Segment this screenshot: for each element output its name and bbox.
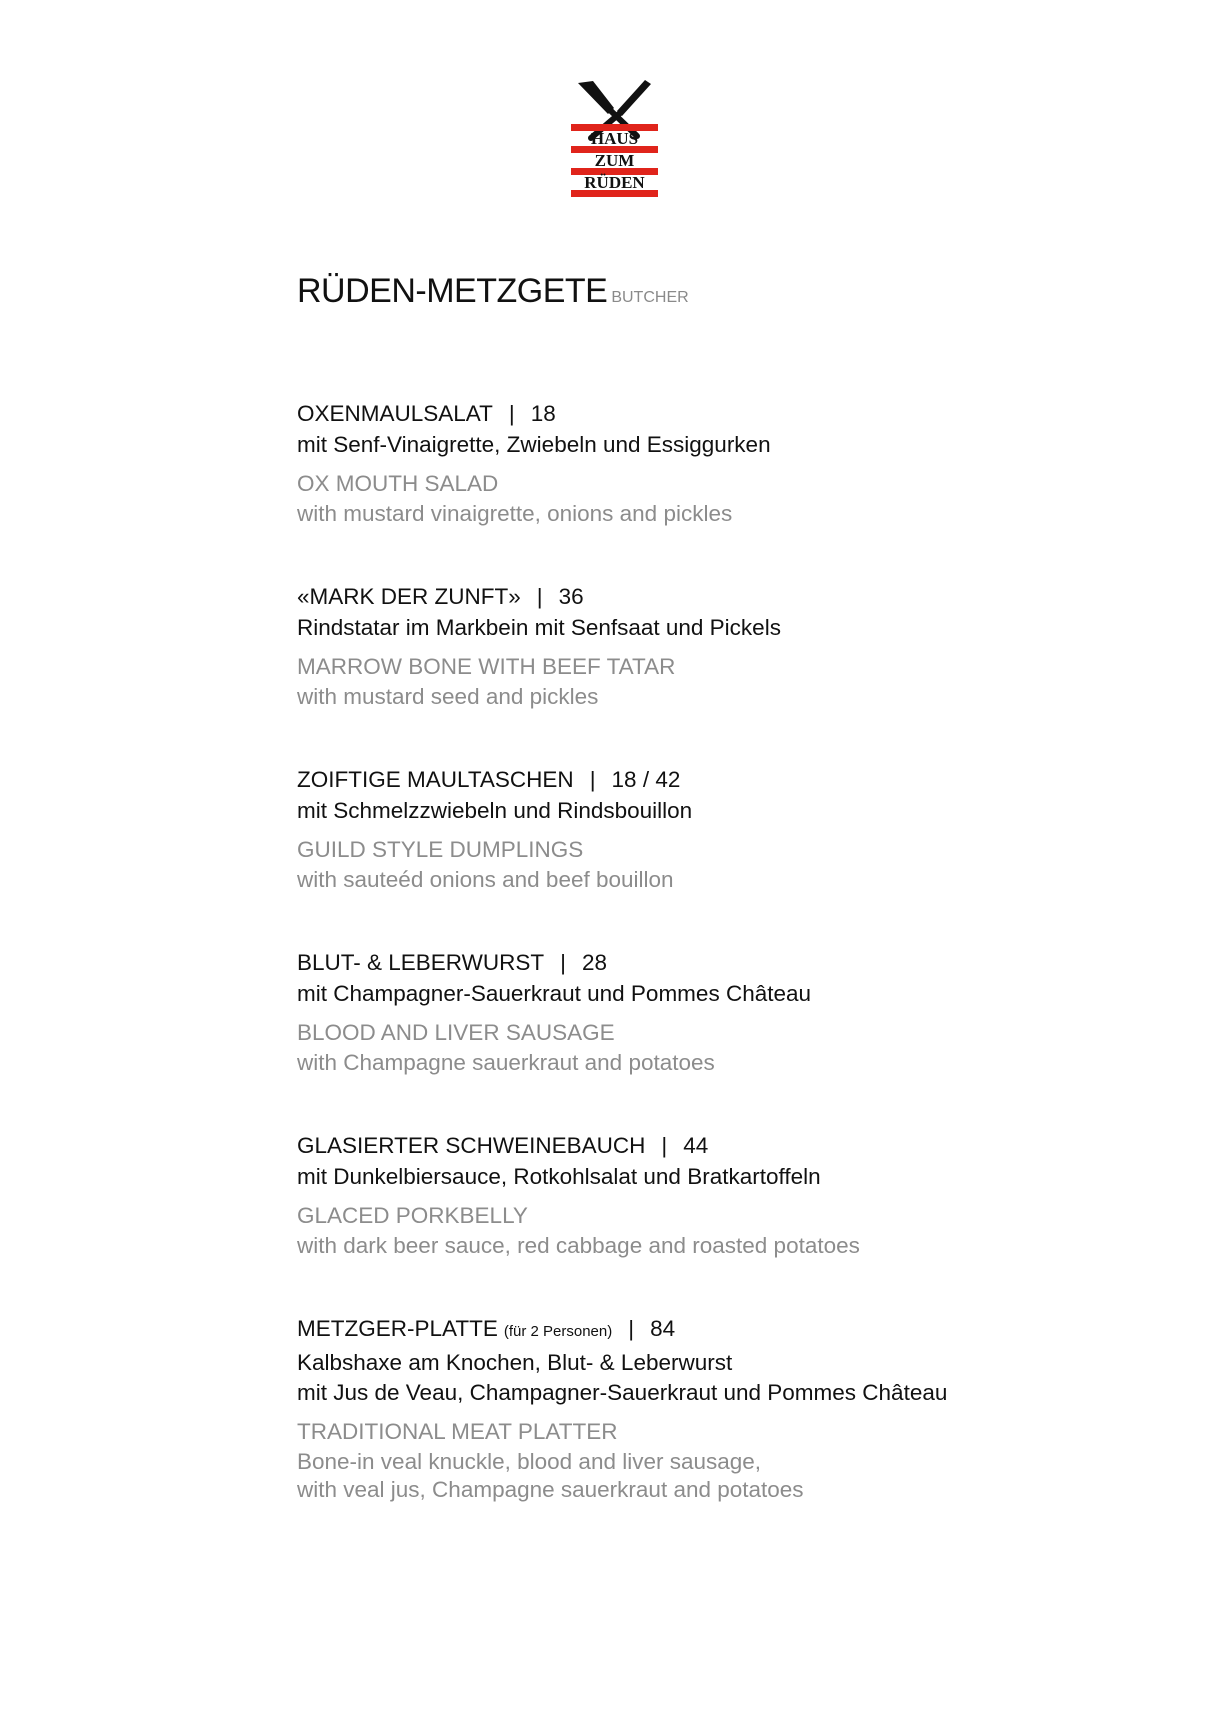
menu-item-description-de-line: mit Senf-Vinaigrette, Zwiebeln und Essiggurken — [297, 432, 771, 457]
menu-item-description-en — [297, 1232, 1177, 1260]
logo-text-line2: ZUM — [594, 151, 635, 170]
logo-text-line3: RÜDEN — [584, 173, 645, 192]
menu-item-name-en: GLACED PORKBELLY — [297, 1203, 528, 1228]
menu-item-description-de-line: mit Schmelzzwiebeln und Rindsbouillon — [297, 798, 693, 823]
menu-item-name: OXENMAULSALAT — [297, 401, 493, 426]
menu-item-price: 18 — [530, 401, 556, 426]
menu-item-description-en-line: with dark beer sauce, red cabbage and roasted potatoes — [297, 1233, 860, 1258]
menu-item-name-en: GUILD STYLE DUMPLINGS — [297, 837, 584, 862]
menu-item-title-line — [297, 764, 1177, 796]
menu-item-description-de-line: mit Dunkelbiersauce, Rotkohlsalat und Bratkartoffeln — [297, 1164, 821, 1189]
menu-item-price: 28 — [582, 950, 608, 975]
menu-item-name-en: TRADITIONAL MEAT PLATTER — [297, 1419, 618, 1444]
menu-item-description-de — [297, 430, 1177, 460]
menu-item-price: 36 — [558, 584, 584, 609]
menu-item-name: ZOIFTIGE MAULTASCHEN — [297, 767, 574, 792]
menu-item-description-en — [297, 500, 1177, 528]
menu-item-name-en: MARROW BONE WITH BEEF TATAR — [297, 654, 676, 679]
menu-item-note: (für 2 Personen) — [503, 1323, 613, 1340]
menu-item-name: BLUT- & LEBERWURST — [297, 950, 545, 975]
logo-graphic — [567, 78, 661, 208]
menu-item-description-en-line: with veal jus, Champagne sauerkraut and potatoes — [297, 1477, 804, 1502]
section-title-text: RÜDEN-METZGETE — [297, 272, 608, 310]
section-title — [297, 272, 689, 311]
menu-item-title-line — [297, 398, 1177, 430]
menu-item-description-en-line: with mustard vinaigrette, onions and pickles — [297, 501, 733, 526]
menu-item-price: 44 — [683, 1133, 709, 1158]
menu-item-description-de — [297, 1162, 1177, 1192]
menu-item-description-en — [297, 1049, 1177, 1077]
logo-text-line1: HAUS — [590, 129, 639, 148]
restaurant-logo — [567, 78, 661, 208]
menu-item-description-de-line: mit Champagner-Sauerkraut und Pommes Château — [297, 981, 812, 1006]
menu-item-name: «MARK DER ZUNFT» — [297, 584, 521, 609]
price-separator: | — [508, 401, 515, 426]
menu-item-price: 18 / 42 — [611, 767, 681, 792]
menu-list — [297, 398, 1177, 1502]
price-separator: | — [560, 950, 566, 975]
menu-item — [297, 764, 1177, 947]
menu-item-name-en: OX MOUTH SALAD — [297, 471, 499, 496]
menu-item-description-en — [297, 866, 1177, 894]
menu-item-description-de — [297, 796, 1177, 826]
menu-item-description-en — [297, 1448, 1177, 1504]
menu-item-title-line — [297, 1130, 1177, 1162]
menu-item-description-en-line: with sauteéd onions and beef bouillon — [297, 867, 674, 892]
menu-item-description-de — [297, 1348, 1177, 1408]
menu-item-description-en — [297, 683, 1177, 711]
menu-item — [297, 1313, 1177, 1502]
menu-item-description-en-line: Bone-in veal knuckle, blood and liver sausage, — [297, 1449, 762, 1474]
menu-item-price: 84 — [650, 1316, 676, 1341]
menu-item-description-de-line: Kalbshaxe am Knochen, Blut- & Leberwurst — [297, 1350, 733, 1375]
price-separator: | — [536, 584, 543, 609]
menu-item — [297, 1130, 1177, 1313]
price-separator: | — [661, 1133, 668, 1158]
menu-item-title-line — [297, 581, 1177, 613]
menu-item-title-line — [297, 1313, 1177, 1348]
menu-item-description-de-line: Rindstatar im Markbein mit Senfsaat und Pickels — [297, 615, 781, 640]
menu-item-title-line — [297, 947, 1177, 979]
menu-item — [297, 947, 1177, 1130]
section-subtitle: BUTCHER — [611, 289, 689, 306]
menu-item-name: GLASIERTER SCHWEINEBAUCH — [297, 1133, 646, 1158]
menu-item — [297, 581, 1177, 764]
menu-item-name-en: BLOOD AND LIVER SAUSAGE — [297, 1020, 615, 1045]
price-separator: | — [589, 767, 596, 792]
menu-item-description-de — [297, 613, 1177, 643]
menu-item-description-en-line: with mustard seed and pickles — [297, 684, 599, 709]
menu-item — [297, 398, 1177, 581]
menu-item-description-de-line: mit Jus de Veau, Champagner-Sauerkraut und Pommes Château — [297, 1380, 948, 1405]
menu-item-description-en-line: with Champagne sauerkraut and potatoes — [297, 1050, 715, 1075]
price-separator: | — [628, 1316, 635, 1341]
menu-item-name: METZGER-PLATTE — [297, 1316, 498, 1341]
menu-item-description-de — [297, 979, 1177, 1009]
